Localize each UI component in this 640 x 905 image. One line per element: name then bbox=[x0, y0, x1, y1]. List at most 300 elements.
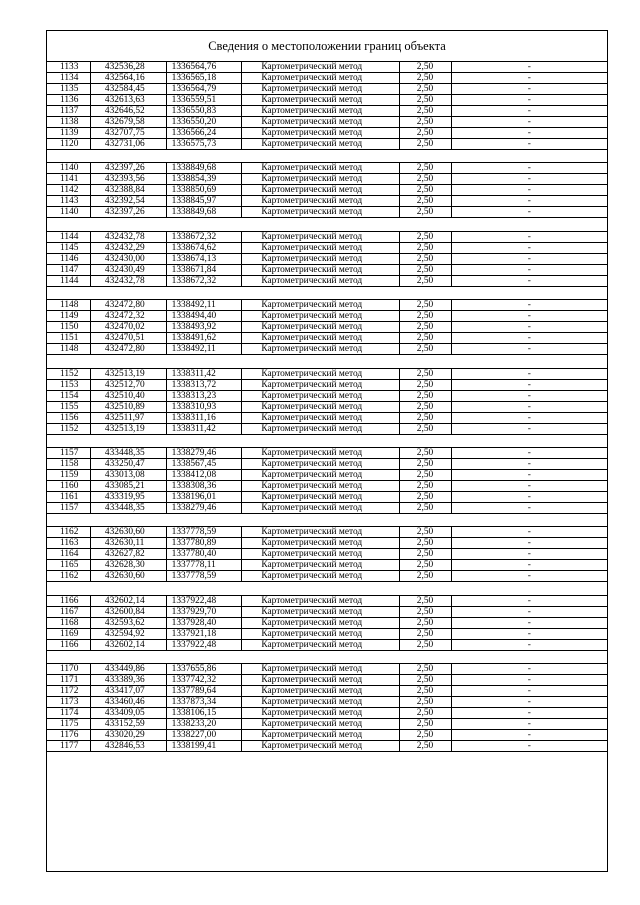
x-coordinate-cell: 432397,26 bbox=[91, 163, 167, 173]
accuracy-cell: 2,50 bbox=[400, 311, 452, 321]
point-number-cell: 1154 bbox=[47, 391, 91, 401]
x-coordinate-cell: 433020,29 bbox=[91, 730, 167, 740]
method-cell: Картометрический метод bbox=[242, 243, 399, 253]
y-coordinate-cell: 1338491,62 bbox=[167, 333, 243, 343]
accuracy-cell: 2,50 bbox=[400, 697, 452, 707]
description-cell: - bbox=[527, 549, 531, 560]
point-number-cell: 1166 bbox=[47, 596, 91, 606]
table-row bbox=[47, 73, 607, 84]
y-coordinate-cell: 1337873,34 bbox=[167, 697, 243, 707]
point-number-cell: 1140 bbox=[47, 207, 91, 217]
y-coordinate-cell: 1338494,40 bbox=[167, 311, 243, 321]
x-coordinate-cell: 432430,49 bbox=[91, 265, 167, 275]
y-coordinate-cell: 1338674,13 bbox=[167, 254, 243, 264]
method-cell: Картометрический метод bbox=[242, 369, 399, 379]
method-cell: Картометрический метод bbox=[242, 675, 399, 685]
point-number-cell: 1137 bbox=[47, 106, 91, 116]
description-cell: - bbox=[527, 741, 531, 752]
method-cell: Картометрический метод bbox=[242, 163, 399, 173]
accuracy-cell: 2,50 bbox=[400, 640, 452, 650]
description-cell: - bbox=[527, 106, 531, 116]
method-cell: Картометрический метод bbox=[242, 618, 399, 628]
method-cell: Картометрический метод bbox=[242, 117, 399, 127]
accuracy-cell: 2,50 bbox=[400, 413, 452, 423]
x-coordinate-cell: 433319,95 bbox=[91, 492, 167, 502]
description-cell: - bbox=[527, 368, 531, 379]
x-coordinate-cell: 432679,58 bbox=[91, 117, 167, 127]
description-cell: - bbox=[527, 571, 531, 582]
point-number-cell: 1168 bbox=[47, 618, 91, 628]
accuracy-cell: 2,50 bbox=[400, 196, 452, 206]
description-cell: - bbox=[527, 300, 531, 311]
accuracy-cell: 2,50 bbox=[400, 719, 452, 729]
point-number-cell: 1148 bbox=[47, 300, 91, 310]
description-cell: - bbox=[527, 84, 531, 94]
accuracy-cell: 2,50 bbox=[400, 163, 452, 173]
point-number-cell: 1173 bbox=[47, 697, 91, 707]
table-row bbox=[47, 640, 607, 651]
y-coordinate-cell: 1338672,32 bbox=[167, 232, 243, 242]
accuracy-cell: 2,50 bbox=[400, 549, 452, 559]
x-coordinate-cell: 432600,84 bbox=[91, 607, 167, 617]
table-row bbox=[47, 163, 607, 174]
point-number-cell: 1167 bbox=[47, 607, 91, 617]
table-row bbox=[47, 448, 607, 459]
method-cell: Картометрический метод bbox=[242, 527, 399, 537]
accuracy-cell: 2,50 bbox=[400, 607, 452, 617]
table-row bbox=[47, 391, 607, 402]
table-row bbox=[47, 618, 607, 629]
accuracy-cell: 2,50 bbox=[400, 402, 452, 412]
point-number-cell: 1120 bbox=[47, 139, 91, 149]
accuracy-cell: 2,50 bbox=[400, 538, 452, 548]
description-cell: - bbox=[527, 62, 531, 72]
description-cell: - bbox=[527, 719, 531, 730]
method-cell: Картометрический метод bbox=[242, 139, 399, 149]
description-cell: - bbox=[527, 231, 531, 242]
table-row bbox=[47, 675, 607, 686]
y-coordinate-cell: 1338854,39 bbox=[167, 174, 243, 184]
y-coordinate-cell: 1336575,73 bbox=[167, 139, 243, 149]
y-coordinate-cell: 1338567,45 bbox=[167, 459, 243, 469]
x-coordinate-cell: 432627,82 bbox=[91, 549, 167, 559]
y-coordinate-cell: 1338279,46 bbox=[167, 503, 243, 513]
accuracy-cell: 2,50 bbox=[400, 629, 452, 639]
description-cell: - bbox=[527, 469, 531, 480]
description-cell: - bbox=[527, 447, 531, 458]
y-coordinate-cell: 1337778,59 bbox=[167, 571, 243, 581]
point-number-cell: 1139 bbox=[47, 128, 91, 138]
method-cell: Картометрический метод bbox=[242, 470, 399, 480]
accuracy-cell: 2,50 bbox=[400, 527, 452, 537]
x-coordinate-cell: 432392,54 bbox=[91, 196, 167, 206]
group-separator-row bbox=[47, 651, 607, 664]
table-row bbox=[47, 232, 607, 243]
y-coordinate-cell: 1337789,64 bbox=[167, 686, 243, 696]
table-row bbox=[47, 730, 607, 741]
table-row bbox=[47, 596, 607, 607]
accuracy-cell: 2,50 bbox=[400, 503, 452, 513]
x-coordinate-cell: 432630,11 bbox=[91, 538, 167, 548]
y-coordinate-cell: 1338311,16 bbox=[167, 413, 243, 423]
table-row bbox=[47, 369, 607, 380]
table-row bbox=[47, 503, 607, 514]
table-row bbox=[47, 629, 607, 640]
method-cell: Картометрический метод bbox=[242, 380, 399, 390]
table-row bbox=[47, 571, 607, 582]
y-coordinate-cell: 1338671,84 bbox=[167, 265, 243, 275]
table-row bbox=[47, 276, 607, 287]
x-coordinate-cell: 433448,35 bbox=[91, 503, 167, 513]
point-number-cell: 1164 bbox=[47, 549, 91, 559]
method-cell: Картометрический метод bbox=[242, 62, 399, 72]
description-cell: - bbox=[527, 527, 531, 538]
x-coordinate-cell: 433409,05 bbox=[91, 708, 167, 718]
y-coordinate-cell: 1338310,93 bbox=[167, 402, 243, 412]
y-coordinate-cell: 1338412,08 bbox=[167, 470, 243, 480]
accuracy-cell: 2,50 bbox=[400, 62, 452, 72]
method-cell: Картометрический метод bbox=[242, 481, 399, 491]
y-coordinate-cell: 1338492,11 bbox=[167, 344, 243, 354]
description-cell: - bbox=[527, 333, 531, 344]
method-cell: Картометрический метод bbox=[242, 640, 399, 650]
y-coordinate-cell: 1337922,48 bbox=[167, 640, 243, 650]
point-number-cell: 1161 bbox=[47, 492, 91, 502]
method-cell: Картометрический метод bbox=[242, 629, 399, 639]
accuracy-cell: 2,50 bbox=[400, 333, 452, 343]
point-number-cell: 1162 bbox=[47, 571, 91, 581]
y-coordinate-cell: 1338849,68 bbox=[167, 207, 243, 217]
table-row bbox=[47, 413, 607, 424]
table-row bbox=[47, 697, 607, 708]
table-row bbox=[47, 380, 607, 391]
accuracy-cell: 2,50 bbox=[400, 492, 452, 502]
table-row bbox=[47, 300, 607, 311]
accuracy-cell: 2,50 bbox=[400, 391, 452, 401]
accuracy-cell: 2,50 bbox=[400, 95, 452, 105]
y-coordinate-cell: 1338492,11 bbox=[167, 300, 243, 310]
x-coordinate-cell: 432512,70 bbox=[91, 380, 167, 390]
point-number-cell: 1165 bbox=[47, 560, 91, 570]
description-cell: - bbox=[527, 697, 531, 708]
y-coordinate-cell: 1338672,32 bbox=[167, 276, 243, 286]
description-cell: - bbox=[527, 264, 531, 275]
point-number-cell: 1175 bbox=[47, 719, 91, 729]
x-coordinate-cell: 432846,53 bbox=[91, 741, 167, 751]
table-body bbox=[47, 62, 607, 752]
method-cell: Картометрический метод bbox=[242, 344, 399, 354]
table-row bbox=[47, 196, 607, 207]
x-coordinate-cell: 432593,62 bbox=[91, 618, 167, 628]
method-cell: Картометрический метод bbox=[242, 571, 399, 581]
description-cell: - bbox=[527, 606, 531, 617]
y-coordinate-cell: 1338233,20 bbox=[167, 719, 243, 729]
accuracy-cell: 2,50 bbox=[400, 675, 452, 685]
x-coordinate-cell: 432584,45 bbox=[91, 84, 167, 94]
accuracy-cell: 2,50 bbox=[400, 560, 452, 570]
method-cell: Картометрический метод bbox=[242, 708, 399, 718]
accuracy-cell: 2,50 bbox=[400, 276, 452, 286]
method-cell: Картометрический метод bbox=[242, 174, 399, 184]
description-cell: - bbox=[527, 502, 531, 513]
description-cell: - bbox=[527, 639, 531, 650]
description-cell: - bbox=[527, 628, 531, 639]
group-separator-row bbox=[47, 287, 607, 300]
description-cell: - bbox=[527, 174, 531, 185]
method-cell: Картометрический метод bbox=[242, 311, 399, 321]
y-coordinate-cell: 1337922,48 bbox=[167, 596, 243, 606]
x-coordinate-cell: 432536,28 bbox=[91, 62, 167, 72]
y-coordinate-cell: 1336564,76 bbox=[167, 62, 243, 72]
table-title: Сведения о местоположении границ объекта bbox=[47, 31, 607, 62]
method-cell: Картометрический метод bbox=[242, 333, 399, 343]
table-row bbox=[47, 686, 607, 697]
table-row bbox=[47, 62, 607, 73]
point-number-cell: 1171 bbox=[47, 675, 91, 685]
table-row bbox=[47, 174, 607, 185]
description-cell: - bbox=[527, 390, 531, 401]
x-coordinate-cell: 432432,78 bbox=[91, 232, 167, 242]
x-coordinate-cell: 432630,60 bbox=[91, 571, 167, 581]
accuracy-cell: 2,50 bbox=[400, 730, 452, 740]
x-coordinate-cell: 432388,84 bbox=[91, 185, 167, 195]
point-number-cell: 1172 bbox=[47, 686, 91, 696]
description-cell: - bbox=[527, 595, 531, 606]
description-cell: - bbox=[527, 412, 531, 423]
method-cell: Картометрический метод bbox=[242, 686, 399, 696]
x-coordinate-cell: 432470,51 bbox=[91, 333, 167, 343]
x-coordinate-cell: 432430,00 bbox=[91, 254, 167, 264]
boundary-table bbox=[46, 30, 608, 872]
x-coordinate-cell: 433417,07 bbox=[91, 686, 167, 696]
point-number-cell: 1155 bbox=[47, 402, 91, 412]
accuracy-cell: 2,50 bbox=[400, 73, 452, 83]
x-coordinate-cell: 432564,16 bbox=[91, 73, 167, 83]
accuracy-cell: 2,50 bbox=[400, 380, 452, 390]
description-cell: - bbox=[527, 73, 531, 83]
description-cell: - bbox=[527, 664, 531, 675]
point-number-cell: 1157 bbox=[47, 448, 91, 458]
x-coordinate-cell: 432472,32 bbox=[91, 311, 167, 321]
accuracy-cell: 2,50 bbox=[400, 424, 452, 434]
description-cell: - bbox=[527, 480, 531, 491]
x-coordinate-cell: 432646,52 bbox=[91, 106, 167, 116]
method-cell: Картометрический метод bbox=[242, 424, 399, 434]
method-cell: Картометрический метод bbox=[242, 492, 399, 502]
group-separator-row bbox=[47, 150, 607, 163]
table-row bbox=[47, 560, 607, 571]
description-cell: - bbox=[527, 253, 531, 264]
description-cell: - bbox=[527, 730, 531, 741]
y-coordinate-cell: 1338850,69 bbox=[167, 185, 243, 195]
accuracy-cell: 2,50 bbox=[400, 128, 452, 138]
method-cell: Картометрический метод bbox=[242, 95, 399, 105]
y-coordinate-cell: 1338845,97 bbox=[167, 196, 243, 206]
x-coordinate-cell: 432613,63 bbox=[91, 95, 167, 105]
y-coordinate-cell: 1336550,83 bbox=[167, 106, 243, 116]
description-cell: - bbox=[527, 675, 531, 686]
point-number-cell: 1133 bbox=[47, 62, 91, 72]
description-cell: - bbox=[527, 708, 531, 719]
description-cell: - bbox=[527, 491, 531, 502]
point-number-cell: 1144 bbox=[47, 232, 91, 242]
table-row bbox=[47, 117, 607, 128]
point-number-cell: 1134 bbox=[47, 73, 91, 83]
y-coordinate-cell: 1337655,86 bbox=[167, 664, 243, 674]
point-number-cell: 1147 bbox=[47, 265, 91, 275]
accuracy-cell: 2,50 bbox=[400, 664, 452, 674]
table-row bbox=[47, 128, 607, 139]
accuracy-cell: 2,50 bbox=[400, 139, 452, 149]
table-row bbox=[47, 344, 607, 355]
x-coordinate-cell: 433085,21 bbox=[91, 481, 167, 491]
method-cell: Картометрический метод bbox=[242, 300, 399, 310]
y-coordinate-cell: 1338308,36 bbox=[167, 481, 243, 491]
description-cell: - bbox=[527, 401, 531, 412]
accuracy-cell: 2,50 bbox=[400, 117, 452, 127]
y-coordinate-cell: 1337778,11 bbox=[167, 560, 243, 570]
accuracy-cell: 2,50 bbox=[400, 344, 452, 354]
method-cell: Картометрический метод bbox=[242, 560, 399, 570]
table-row bbox=[47, 243, 607, 254]
method-cell: Картометрический метод bbox=[242, 322, 399, 332]
y-coordinate-cell: 1338199,41 bbox=[167, 741, 243, 751]
description-cell: - bbox=[527, 139, 531, 149]
group-separator-row bbox=[47, 218, 607, 231]
point-number-cell: 1141 bbox=[47, 174, 91, 184]
table-row bbox=[47, 322, 607, 333]
accuracy-cell: 2,50 bbox=[400, 232, 452, 242]
x-coordinate-cell: 432707,75 bbox=[91, 128, 167, 138]
table-row bbox=[47, 84, 607, 95]
accuracy-cell: 2,50 bbox=[400, 448, 452, 458]
description-cell: - bbox=[527, 128, 531, 138]
description-cell: - bbox=[527, 560, 531, 571]
point-number-cell: 1176 bbox=[47, 730, 91, 740]
table-row bbox=[47, 741, 607, 752]
method-cell: Картометрический метод bbox=[242, 549, 399, 559]
description-cell: - bbox=[527, 242, 531, 253]
table-row bbox=[47, 492, 607, 503]
y-coordinate-cell: 1338849,68 bbox=[167, 163, 243, 173]
y-coordinate-cell: 1336565,18 bbox=[167, 73, 243, 83]
description-cell: - bbox=[527, 458, 531, 469]
method-cell: Картометрический метод bbox=[242, 459, 399, 469]
point-number-cell: 1136 bbox=[47, 95, 91, 105]
point-number-cell: 1138 bbox=[47, 117, 91, 127]
y-coordinate-cell: 1336564,79 bbox=[167, 84, 243, 94]
description-cell: - bbox=[527, 379, 531, 390]
method-cell: Картометрический метод bbox=[242, 84, 399, 94]
method-cell: Картометрический метод bbox=[242, 730, 399, 740]
accuracy-cell: 2,50 bbox=[400, 174, 452, 184]
method-cell: Картометрический метод bbox=[242, 265, 399, 275]
accuracy-cell: 2,50 bbox=[400, 571, 452, 581]
method-cell: Картометрический метод bbox=[242, 741, 399, 751]
accuracy-cell: 2,50 bbox=[400, 686, 452, 696]
point-number-cell: 1169 bbox=[47, 629, 91, 639]
point-number-cell: 1151 bbox=[47, 333, 91, 343]
y-coordinate-cell: 1337921,18 bbox=[167, 629, 243, 639]
method-cell: Картометрический метод bbox=[242, 196, 399, 206]
accuracy-cell: 2,50 bbox=[400, 300, 452, 310]
description-cell: - bbox=[527, 163, 531, 174]
table-row bbox=[47, 607, 607, 618]
y-coordinate-cell: 1336566,24 bbox=[167, 128, 243, 138]
point-number-cell: 1144 bbox=[47, 276, 91, 286]
x-coordinate-cell: 432432,29 bbox=[91, 243, 167, 253]
point-number-cell: 1152 bbox=[47, 424, 91, 434]
y-coordinate-cell: 1338227,00 bbox=[167, 730, 243, 740]
x-coordinate-cell: 432472,80 bbox=[91, 344, 167, 354]
point-number-cell: 1143 bbox=[47, 196, 91, 206]
accuracy-cell: 2,50 bbox=[400, 243, 452, 253]
point-number-cell: 1158 bbox=[47, 459, 91, 469]
table-row bbox=[47, 527, 607, 538]
accuracy-cell: 2,50 bbox=[400, 481, 452, 491]
accuracy-cell: 2,50 bbox=[400, 322, 452, 332]
method-cell: Картометрический метод bbox=[242, 664, 399, 674]
table-row bbox=[47, 139, 607, 150]
x-coordinate-cell: 432513,19 bbox=[91, 369, 167, 379]
point-number-cell: 1170 bbox=[47, 664, 91, 674]
table-row bbox=[47, 719, 607, 730]
table-row bbox=[47, 333, 607, 344]
x-coordinate-cell: 433013,08 bbox=[91, 470, 167, 480]
x-coordinate-cell: 432628,30 bbox=[91, 560, 167, 570]
method-cell: Картометрический метод bbox=[242, 232, 399, 242]
table-row bbox=[47, 402, 607, 413]
accuracy-cell: 2,50 bbox=[400, 207, 452, 217]
y-coordinate-cell: 1338196,01 bbox=[167, 492, 243, 502]
accuracy-cell: 2,50 bbox=[400, 185, 452, 195]
x-coordinate-cell: 432602,14 bbox=[91, 640, 167, 650]
y-coordinate-cell: 1337929,70 bbox=[167, 607, 243, 617]
table-row bbox=[47, 207, 607, 218]
x-coordinate-cell: 433448,35 bbox=[91, 448, 167, 458]
table-row bbox=[47, 708, 607, 719]
x-coordinate-cell: 432510,89 bbox=[91, 402, 167, 412]
x-coordinate-cell: 432511,97 bbox=[91, 413, 167, 423]
method-cell: Картометрический метод bbox=[242, 413, 399, 423]
y-coordinate-cell: 1336559,51 bbox=[167, 95, 243, 105]
y-coordinate-cell: 1338313,23 bbox=[167, 391, 243, 401]
description-cell: - bbox=[527, 185, 531, 196]
point-number-cell: 1142 bbox=[47, 185, 91, 195]
table-row bbox=[47, 481, 607, 492]
y-coordinate-cell: 1338311,42 bbox=[167, 424, 243, 434]
table-row bbox=[47, 538, 607, 549]
y-coordinate-cell: 1337778,59 bbox=[167, 527, 243, 537]
description-cell: - bbox=[527, 538, 531, 549]
method-cell: Картометрический метод bbox=[242, 448, 399, 458]
description-cell: - bbox=[527, 207, 531, 218]
point-number-cell: 1150 bbox=[47, 322, 91, 332]
y-coordinate-cell: 1338674,62 bbox=[167, 243, 243, 253]
description-cell: - bbox=[527, 617, 531, 628]
y-coordinate-cell: 1337928,40 bbox=[167, 618, 243, 628]
point-number-cell: 1148 bbox=[47, 344, 91, 354]
accuracy-cell: 2,50 bbox=[400, 369, 452, 379]
point-number-cell: 1174 bbox=[47, 708, 91, 718]
point-number-cell: 1140 bbox=[47, 163, 91, 173]
point-number-cell: 1145 bbox=[47, 243, 91, 253]
x-coordinate-cell: 432602,14 bbox=[91, 596, 167, 606]
point-number-cell: 1159 bbox=[47, 470, 91, 480]
y-coordinate-cell: 1338311,42 bbox=[167, 369, 243, 379]
x-coordinate-cell: 432510,40 bbox=[91, 391, 167, 401]
accuracy-cell: 2,50 bbox=[400, 618, 452, 628]
